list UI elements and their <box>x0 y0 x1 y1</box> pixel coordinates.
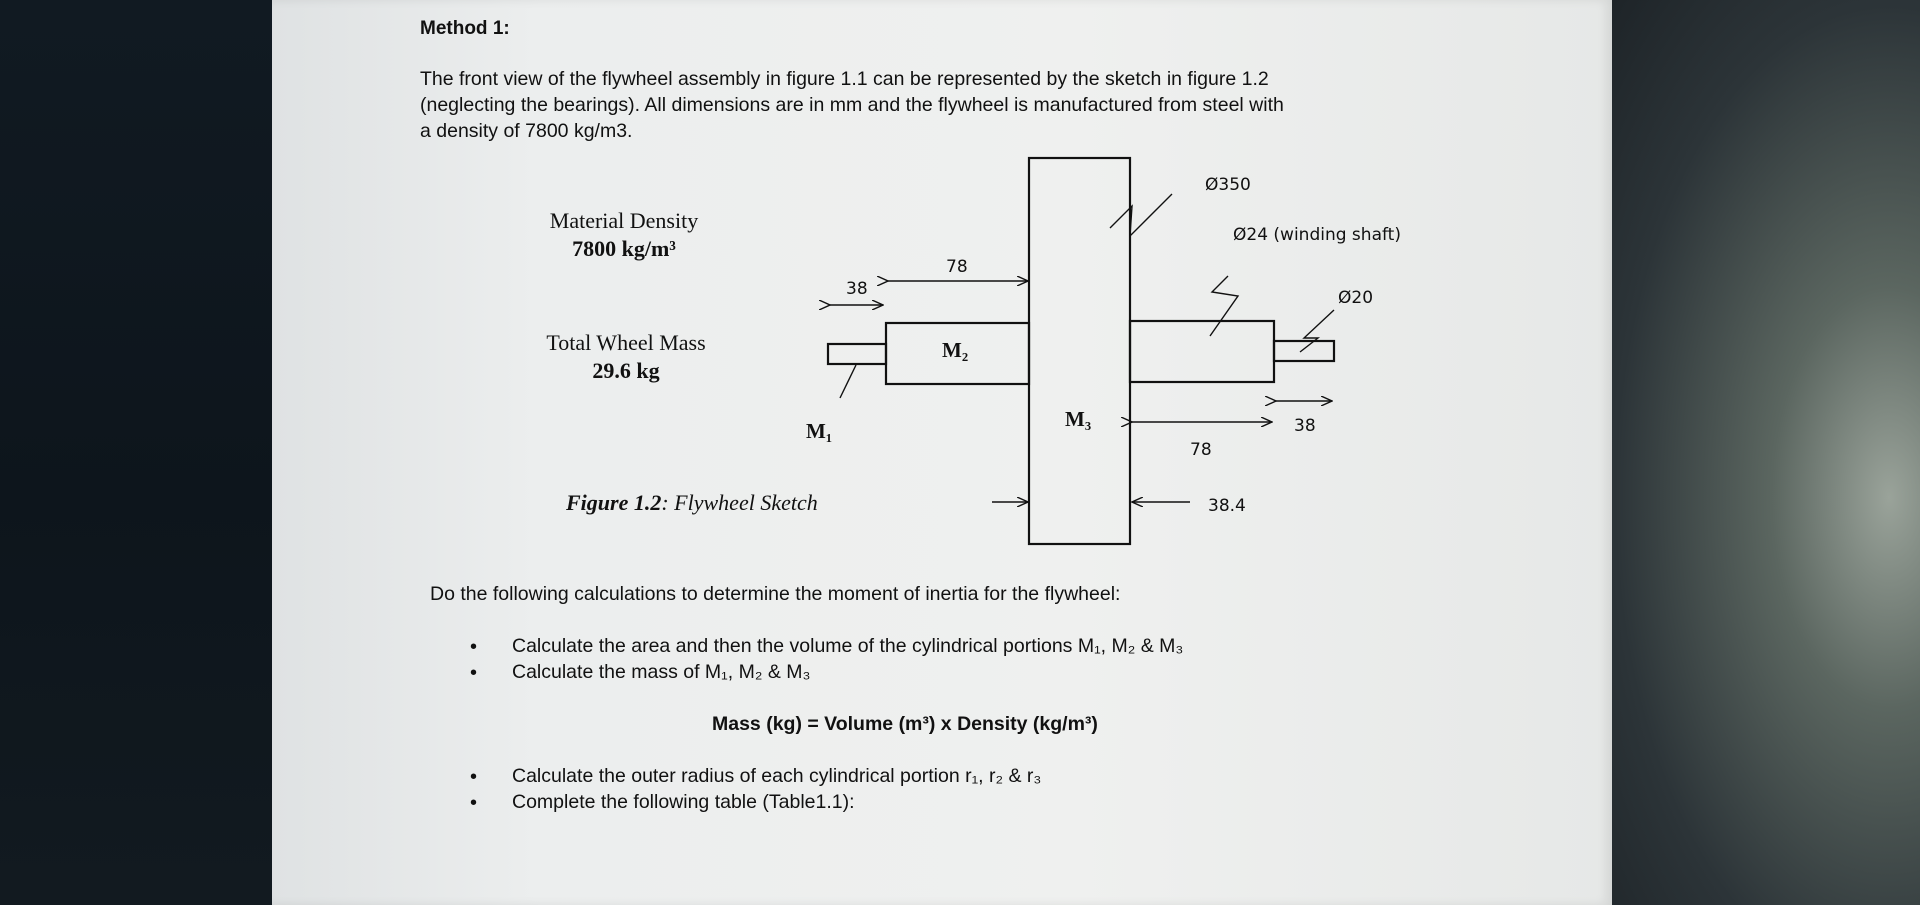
figure-caption-text: : Flywheel Sketch <box>661 490 818 515</box>
shaft-m1-left <box>828 344 886 364</box>
dim-38-4-label: 38.4 <box>1208 496 1246 516</box>
dim-20-label: Ø20 <box>1338 288 1374 308</box>
paragraph-line-1: The front view of the flywheel assembly in figure 1.1 can be represented by the sketch in figure 1.2 <box>420 68 1269 90</box>
dim-38-left-label: 38 <box>846 279 868 299</box>
flywheel-m3-body <box>1029 158 1130 544</box>
material-density-label: Material Density <box>549 208 699 233</box>
section-heading: Method 1: <box>420 18 510 39</box>
bullet-3-text: Calculate the outer radius of each cylindrical portion r₁, r₂ & r₃ <box>512 765 1042 787</box>
dim-78-bottom-label: 78 <box>1190 440 1212 460</box>
total-mass-value: 29.6 kg <box>592 358 660 383</box>
m3-label: M₃ <box>1065 407 1092 431</box>
bullet-2-text: Calculate the mass of M₁, M₂ & M₃ <box>512 661 811 683</box>
leader-20 <box>1300 310 1334 352</box>
dim-350-label: Ø350 <box>1205 175 1251 195</box>
dim-38-right-label: 38 <box>1294 416 1316 436</box>
leader-m1 <box>840 365 856 398</box>
material-density-value: 7800 kg/m³ <box>572 236 676 261</box>
figure-caption-number: Figure 1.2 <box>566 490 662 515</box>
paragraph-line-3: a density of 7800 kg/m3. <box>420 120 633 142</box>
instructions-intro: Do the following calculations to determine the moment of inertia for the flywheel: <box>430 583 1121 605</box>
dim-78-top-label: 78 <box>946 257 968 277</box>
m2-label: M₂ <box>942 338 969 362</box>
paragraph-line-2: (neglecting the bearings). All dimensions are in mm and the flywheel is manufactured from steel with <box>420 94 1284 116</box>
leader-24 <box>1210 276 1238 336</box>
hub-right <box>1130 321 1274 382</box>
shaft-right <box>1274 341 1334 361</box>
dim-24-label: Ø24 (winding shaft) <box>1233 225 1401 245</box>
bullet-4-marker: • <box>470 792 478 814</box>
total-mass-label: Total Wheel Mass <box>546 330 706 355</box>
bullet-1-marker: • <box>470 636 478 658</box>
bullet-2-marker: • <box>470 662 478 684</box>
m1-label: M₁ <box>806 419 833 443</box>
leader-350 <box>1110 194 1172 236</box>
bullet-1-text: Calculate the area and then the volume of the cylindrical portions M₁, M₂ & M₃ <box>512 635 1184 657</box>
mass-formula: Mass (kg) = Volume (m³) x Density (kg/m³) <box>712 713 1098 735</box>
bullet-3-marker: • <box>470 766 478 788</box>
bullet-4-text: Complete the following table (Table1.1): <box>512 791 855 813</box>
